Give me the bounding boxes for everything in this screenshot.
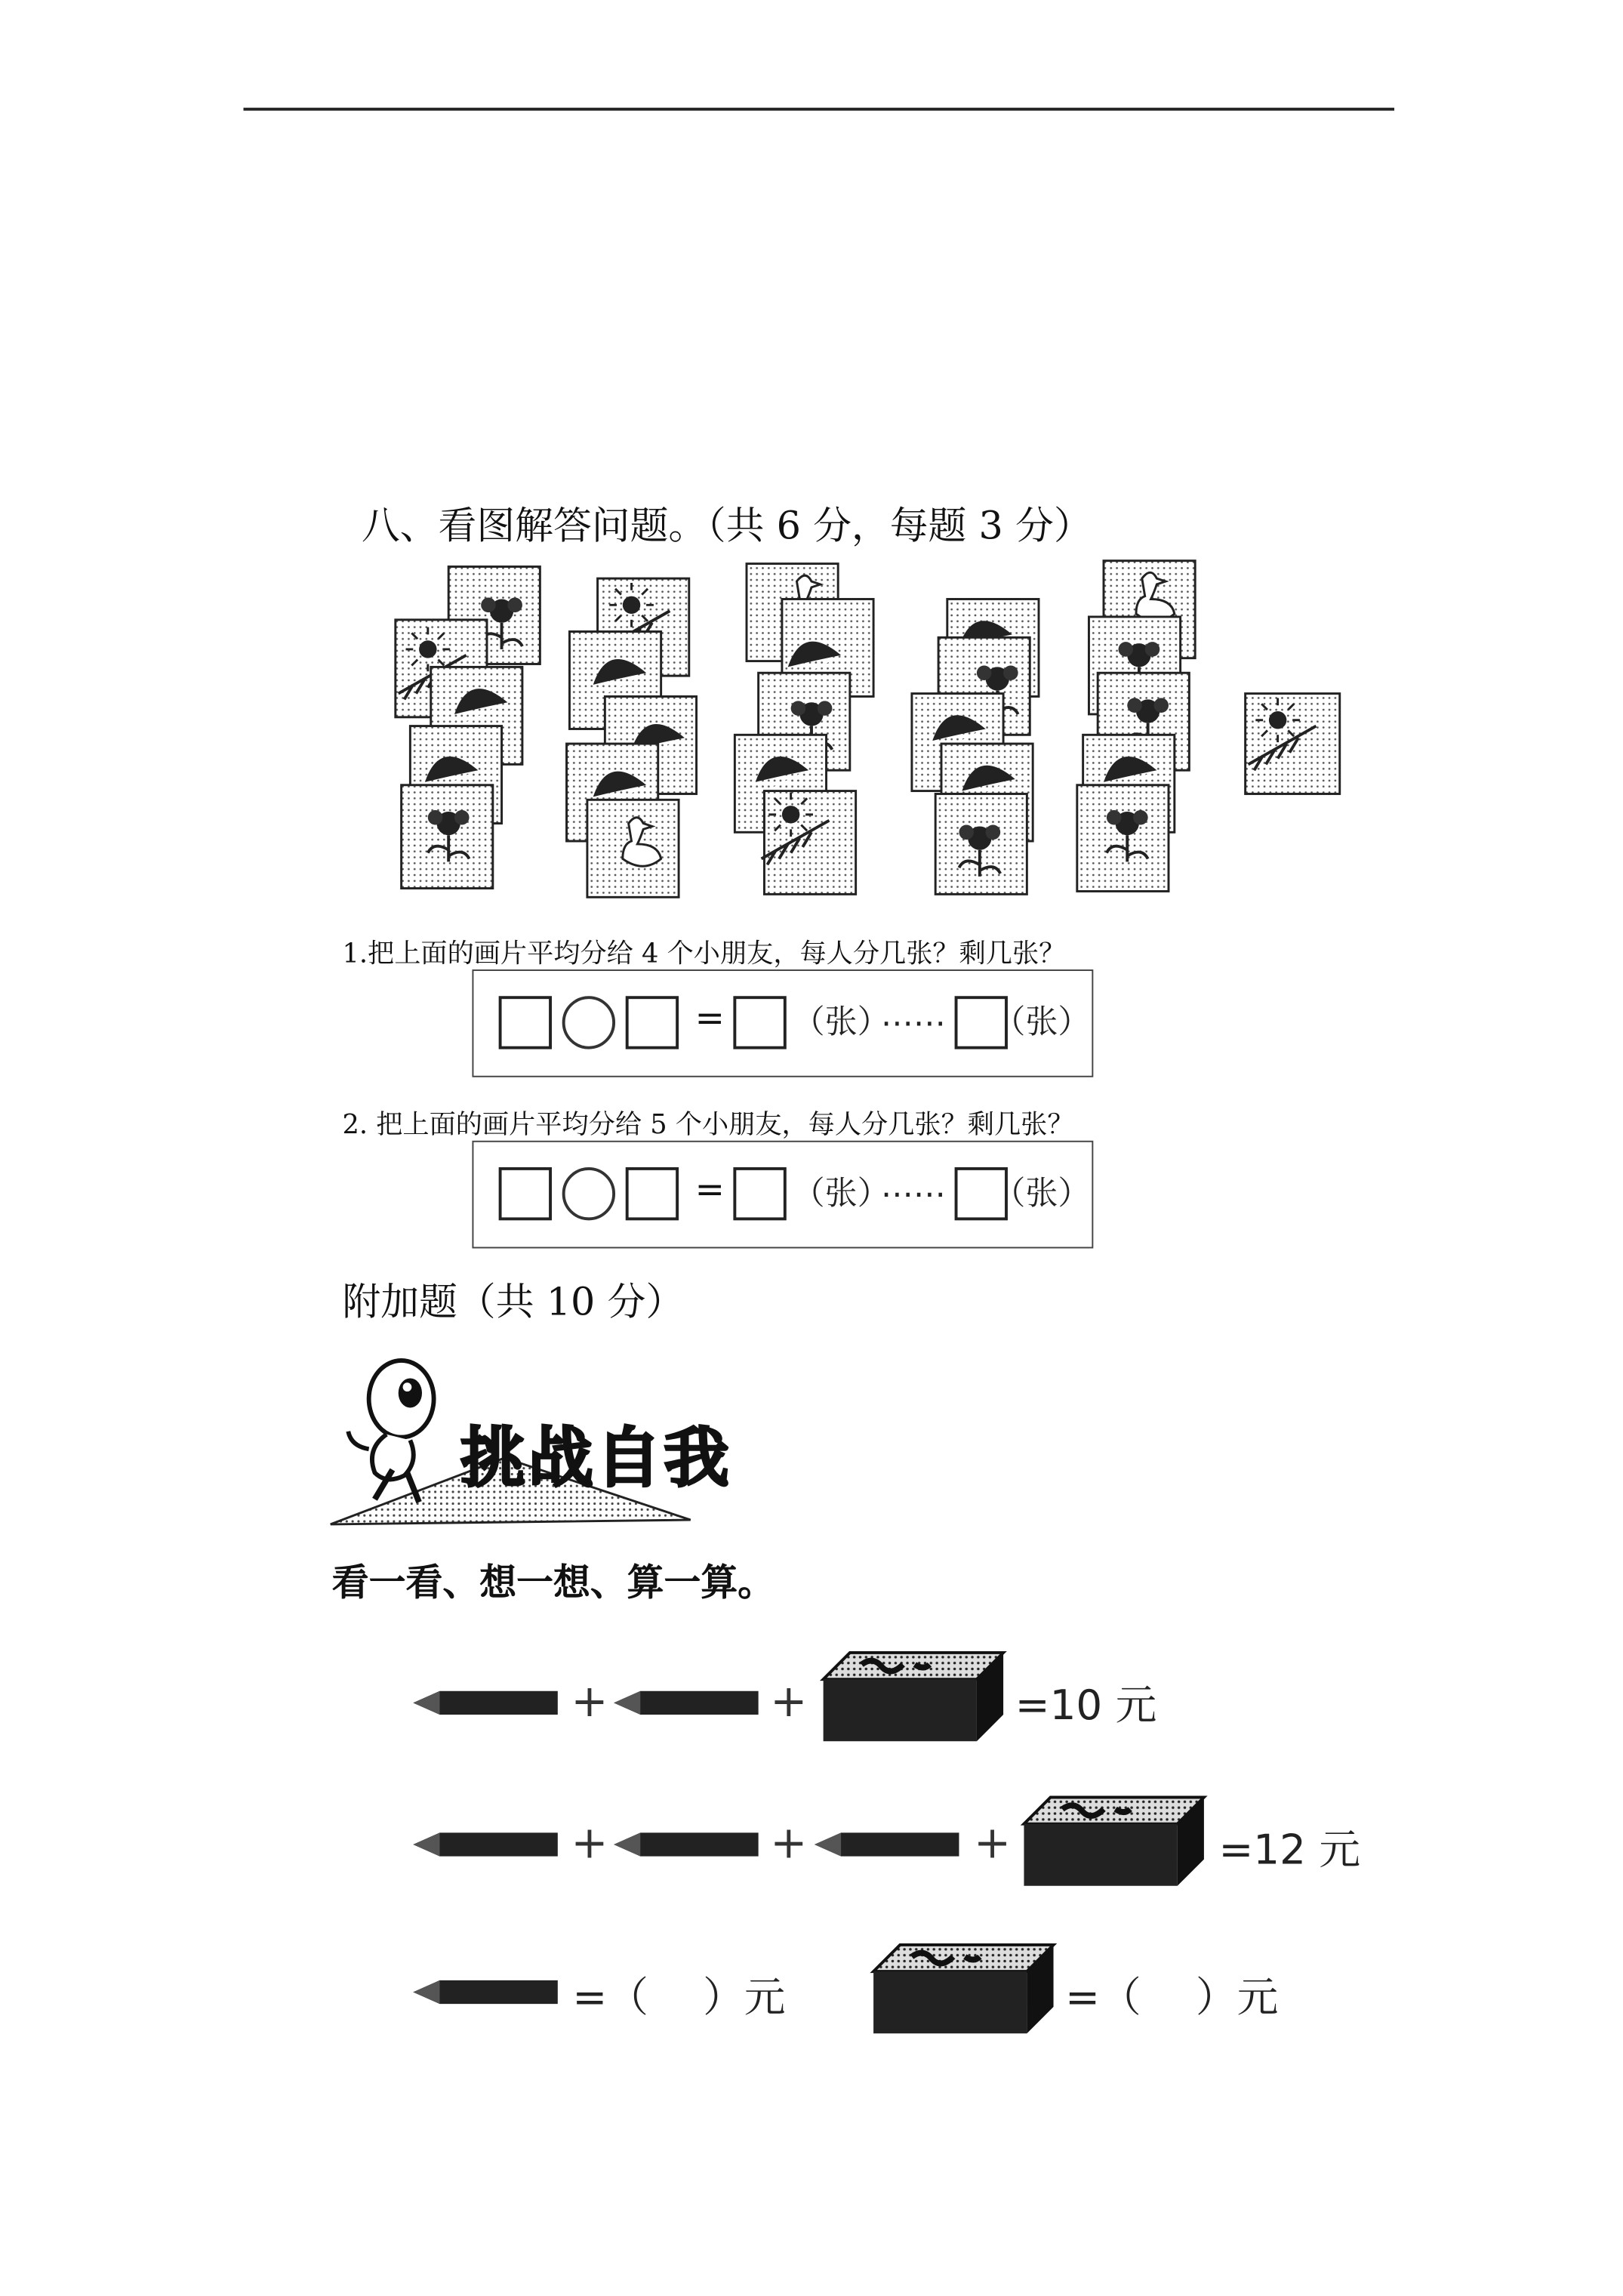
bonus-title: 附加题（共 10 分） [342, 1281, 685, 1326]
plus-sign: + [571, 1817, 608, 1870]
header-rule [243, 108, 1394, 111]
q2-equals: = [694, 1168, 725, 1210]
question-1-text: 1.把上面的画片平均分给 4 个小朋友，每人分几张？剩几张？ [342, 938, 1066, 970]
q2-operator-circle[interactable] [562, 1167, 615, 1220]
q1-unit-2: （张） [993, 1004, 1091, 1042]
q1-operator-circle[interactable] [562, 996, 615, 1049]
q1-quotient-box[interactable] [733, 996, 786, 1049]
card-pile-5 [1077, 561, 1195, 892]
eraser-icon [1018, 1795, 1210, 1892]
bonus-instruction: 看一看、想一想、算一算。 [331, 1561, 775, 1604]
eraser-icon [867, 1942, 1059, 2039]
q2-ellipsis: …… [880, 1168, 946, 1206]
q2-unit-2: （张） [993, 1176, 1091, 1213]
pencil-icon [815, 1824, 962, 1866]
q2-unit-1: （张） [792, 1176, 890, 1213]
plus-sign: + [770, 1676, 808, 1728]
eraser-icon [818, 1650, 1009, 1747]
card-pile-3 [735, 564, 873, 895]
pencil-icon [413, 1682, 560, 1724]
pencil-icon [614, 1682, 761, 1724]
section-eight-title: 八、看图解答问题。（共 6 分，每题 3 分） [361, 504, 1092, 550]
q2-quotient-box[interactable] [733, 1167, 786, 1220]
question-2-equation [472, 1141, 1093, 1249]
single-card [1246, 694, 1340, 794]
pencil-icon [413, 1824, 560, 1866]
card-pile-1 [396, 567, 540, 889]
plus-sign: + [770, 1817, 808, 1870]
q1-divisor-box[interactable] [626, 996, 679, 1049]
q1-dividend-box[interactable] [499, 996, 552, 1049]
pencil-icon [614, 1824, 761, 1866]
pencil-icon [413, 1971, 560, 2013]
card-pile-4 [912, 599, 1039, 895]
q2-dividend-box[interactable] [499, 1167, 552, 1220]
question-1-equation [472, 969, 1093, 1077]
q2-divisor-box[interactable] [626, 1167, 679, 1220]
q1-equals: = [694, 997, 725, 1039]
row-2-result: =12 元 [1218, 1825, 1361, 1875]
challenge-banner-title: 挑战自我 [460, 1421, 732, 1496]
plus-sign: + [571, 1676, 608, 1728]
card-pile-2 [567, 578, 697, 897]
question-2-text: 2. 把上面的画片平均分给 5 个小朋友，每人分几张？剩几张？ [342, 1109, 1074, 1141]
row-1-result: =10 元 [1015, 1681, 1157, 1730]
pencil-price-answer: =（ ）元 [572, 1973, 786, 2022]
q1-ellipsis: …… [880, 997, 946, 1035]
eraser-price-answer: =（ ）元 [1065, 1973, 1279, 2022]
plus-sign: + [973, 1817, 1012, 1870]
q1-unit-1: （张） [792, 1004, 890, 1042]
picture-cards-illustration [383, 549, 1357, 903]
